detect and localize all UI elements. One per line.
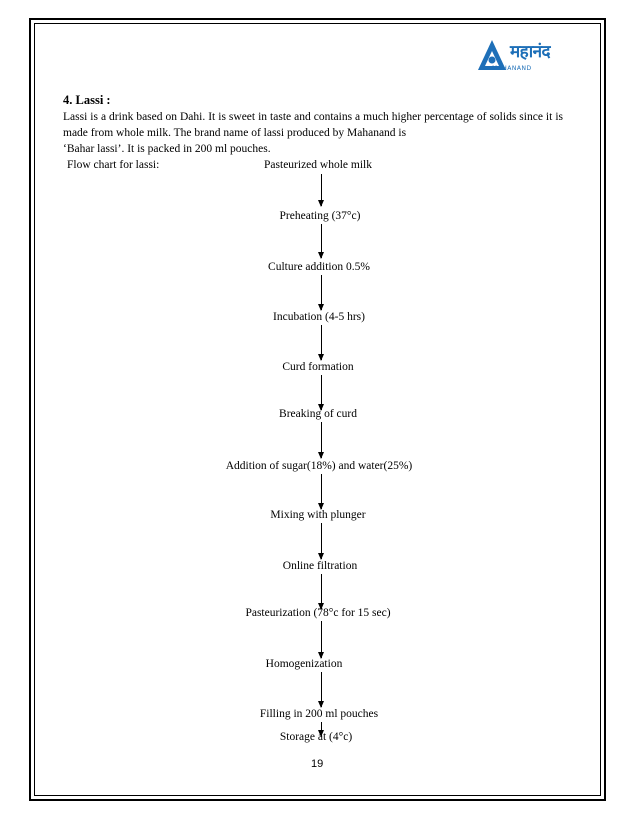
flow-step-online-filtration: Online filtration (282, 560, 358, 572)
section-paragraph (63, 109, 563, 157)
paragraph-line-1: Lassi is a drink based on Dahi. It is sweet in taste and contains a much higher percentage of solids since it is made from whole milk. The brand name of lassi produced by Mahanand is (63, 111, 563, 139)
flowchart-label: Flow chart for lassi: (67, 159, 160, 171)
flow-step-incubation: Incubation (4-5 hrs) (273, 311, 365, 323)
logo-wordmark: महानंद (510, 42, 551, 62)
flow-arrow-3 (321, 275, 322, 310)
flow-arrow-6 (321, 422, 322, 458)
flow-arrow-9 (321, 574, 322, 609)
flow-step-filling: Filling in 200 ml pouches (259, 708, 379, 720)
section-heading: 4. Lassi : (63, 93, 111, 107)
flow-arrow-1 (321, 174, 322, 206)
flow-step-pasteurized-milk: Pasteurized whole milk (264, 159, 372, 171)
flow-step-culture-addition: Culture addition 0.5% (268, 261, 370, 273)
flow-arrow-8 (321, 523, 322, 559)
page-number: 19 (311, 758, 324, 770)
flow-step-sugar-water-addition: Addition of sugar(18%) and water(25%) (225, 460, 413, 472)
flow-arrow-4 (321, 325, 322, 360)
logo-subtext: MAHANAND (492, 65, 532, 72)
flow-step-preheating: Preheating (37°c) (279, 210, 361, 222)
flow-arrow-7 (321, 474, 322, 509)
flow-step-breaking-curd: Breaking of curd (279, 408, 357, 420)
flow-arrow-11 (321, 672, 322, 707)
flow-step-pasteurization: Pasteurization (78°c for 15 sec) (245, 607, 391, 619)
flow-step-curd-formation: Curd formation (282, 361, 354, 373)
flow-arrow-2 (321, 224, 322, 258)
flow-arrow-10 (321, 621, 322, 658)
flow-step-homogenization: Homogenization (265, 658, 343, 670)
paragraph-line-2: ‘Bahar lassi’. It is packed in 200 ml pouches. (63, 143, 271, 155)
flow-step-storage: Storage at (4°c) (279, 731, 353, 743)
flow-arrow-5 (321, 375, 322, 410)
flow-step-mixing: Mixing with plunger (270, 509, 366, 521)
